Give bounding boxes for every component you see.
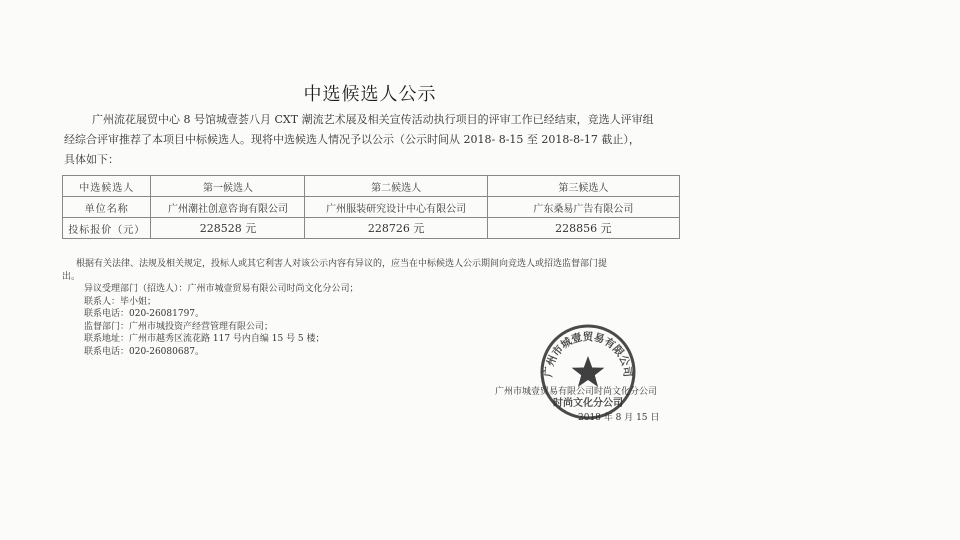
table-cell-unit-second: 广州服装研究设计中心有限公司 [305,197,487,218]
supervisor-dept: 监督部门：广州市城投资产经营管理有限公司； [84,321,274,332]
table-cell-price-label: 投标报价（元） [63,218,151,239]
signature-org: 广州市城壹贸易有限公司时尚文化分公司 [495,387,658,397]
intro-line-1: 广州流花展贸中心 8 号馆城壹荟八月 CXT 潮流艺术展及相关宣传活动执行项目的评审工作已经结束，竞选人评审组 [92,113,654,126]
objection-dept: 异议受理部门（招选人）：广州市城壹贸易有限公司时尚文化分公司； [84,284,359,294]
intro-line-2: 经综合评审推荐了本项目中标候选人。现将中选候选人情况予以公示（公示时间从 2018- 8-15 至 2018-8-17 截止）， [64,133,640,146]
page-title: 中选候选人公示 [303,84,437,105]
contact-address: 联系地址：广州市越秀区流花路 117 号内自编 15 号 5 楼； [84,334,325,344]
table-row [63,197,680,218]
company-seal [538,322,638,422]
table-cell-unit-first: 广州潮社创意咨询有限公司 [151,197,305,218]
table-cell-unit-third: 广东桑易广告有限公司 [487,197,679,218]
contact-phone: 联系电话：020-26081797。 [84,309,205,319]
table-cell-header-second: 第二候选人 [305,176,487,197]
signature-date: 2018 年 8 月 15 日 [578,413,660,423]
intro-line-3: 具体如下： [64,153,119,166]
table-cell-unit-label: 单位名称 [63,197,151,218]
table-cell-price-second: 228726 元 [305,218,487,239]
table-cell-header-first: 第一候选人 [151,176,305,197]
svg-text:广州市城壹贸易有限公司: 广州市城壹贸易有限公司 [542,331,634,378]
supervisor-phone: 联系电话：020-26080687。 [84,346,205,357]
intro-paragraph [64,110,684,170]
svg-text:时尚文化分公司: 时尚文化分公司 [553,398,623,409]
candidate-table [62,175,680,239]
notes-line-2: 出。 [62,271,81,282]
table-cell-price-first: 228528 元 [151,218,305,239]
table-row [63,218,680,239]
table-cell-header-third: 第三候选人 [487,176,679,197]
contact-person: 联系人：毕小姐； [84,296,157,307]
table-row [63,176,680,197]
table-cell-header-label: 中选候选人 [63,176,151,197]
notes-line-1: 根据有关法律、法规及相关规定，投标人或其它利害人对该公示内容有异议的，应当在中标候选人公示期间向竞选人或招选监督部门提 [76,259,608,269]
table-cell-price-third: 228856 元 [487,218,679,239]
